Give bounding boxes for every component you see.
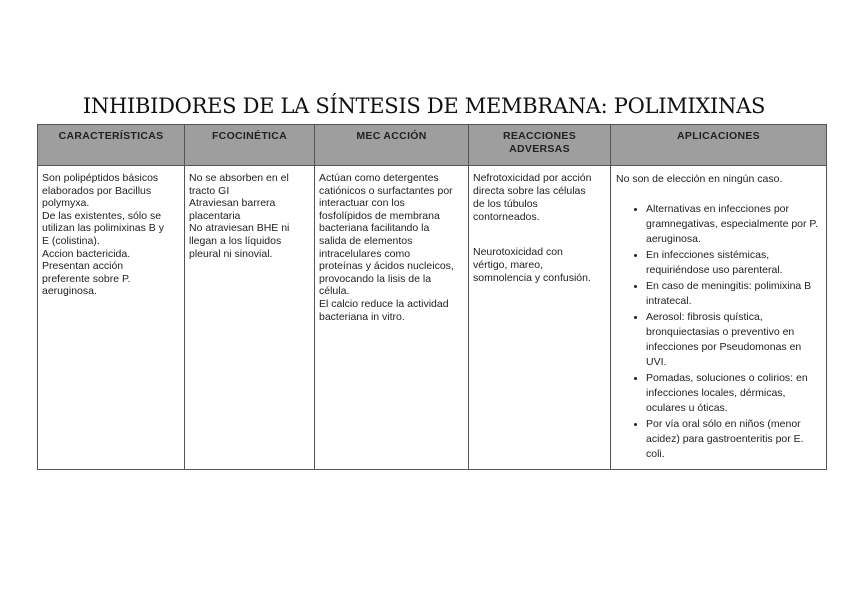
text-line: célula. — [319, 285, 350, 298]
text-line: Nefrotoxicidad por acción — [473, 172, 592, 184]
text-line: elaborados por Bacillus — [42, 184, 152, 197]
text-line: fosfolípidos de membrana — [319, 209, 440, 222]
cell-aplicaciones — [611, 166, 827, 470]
text-line: De las existentes, sólo se — [42, 209, 162, 222]
list-item: • En infecciones sistémicas, requiriéndose uso parenteral. — [646, 248, 822, 278]
cell-fcocinetica — [185, 166, 315, 470]
text-line: proteínas y ácidos nucleicos, — [319, 260, 454, 273]
text-line: contorneados. — [473, 211, 540, 223]
text-line: utilizan las polimixinas B y — [42, 222, 164, 235]
text-line: Actúan como detergentes — [319, 172, 439, 184]
list-item: • En caso de meningitis: polimixina B intratecal. — [646, 279, 822, 309]
header-caracteristicas: CARACTERÍSTICAS — [38, 125, 185, 166]
header-row — [38, 125, 827, 166]
text-line: salida de elementos — [319, 234, 413, 247]
text-line: Neurotoxicidad con — [473, 246, 563, 258]
text-line: bacteriana in vitro. — [319, 310, 405, 323]
text-line: placentaria — [189, 209, 241, 222]
text-line: somnolencia y confusión. — [473, 272, 591, 284]
text-line: No se absorben en el — [189, 172, 289, 184]
text-line: Presentan acción — [42, 260, 124, 273]
text-line: intracelulares como — [319, 247, 411, 260]
cell-caracteristicas — [38, 166, 185, 470]
text-line: aeruginosa. — [42, 285, 97, 298]
aplicaciones-intro: No son de elección en ningún caso. — [616, 173, 783, 185]
text-line: preferente sobre P. — [42, 272, 131, 285]
list-item: • Pomadas, soluciones o colirios: en infecciones locales, dérmicas, oculares u óticas. — [646, 371, 822, 416]
text-line: llegan a los líquidos — [189, 234, 282, 247]
text-line: pleural ni sinovial. — [189, 247, 273, 260]
cell-reacciones-adversas — [469, 166, 611, 470]
table-row — [38, 166, 827, 470]
text-line: catiónicos o surfactantes por — [319, 184, 453, 197]
text-line: polymyxa. — [42, 197, 90, 210]
text-line: de los túbulos — [473, 198, 538, 210]
text-line: interactuar con los — [319, 197, 405, 210]
text-line: E (colistina). — [42, 234, 100, 247]
spacer — [473, 224, 606, 246]
aplicaciones-list — [616, 202, 822, 462]
header-fcocinetica: FCOCINÉTICA — [185, 125, 315, 166]
text-line: No atraviesan BHE ni — [189, 222, 290, 235]
header-reacciones-adversas-text: REACCIONES ADVERSAS — [502, 130, 576, 155]
list-item: • Aerosol: fibrosis quística, bronquiectasias o preventivo en infecciones por Pseudomonas en UVI. — [646, 310, 822, 370]
cell-mec-accion — [315, 166, 469, 470]
text-line: Atraviesan barrera — [189, 197, 276, 210]
text-line: El calcio reduce la actividad — [319, 297, 449, 310]
list-item: • Por vía oral sólo en niños (menor acidez) para gastroenteritis por E. coli. — [646, 417, 822, 462]
page-title: INHIBIDORES DE LA SÍNTESIS DE MEMBRANA: POLIMIXINAS — [82, 94, 766, 118]
text-line: directa sobre las células — [473, 185, 586, 197]
header-mec-accion: MEC ACCIÓN — [315, 125, 469, 166]
header-reacciones-adversas — [469, 125, 611, 166]
text-line: bacteriana facilitando la — [319, 222, 430, 235]
text-line: vértigo, mareo, — [473, 259, 544, 271]
summary-table — [37, 124, 827, 470]
text-line: tracto GI — [189, 184, 230, 197]
text-line: Accion bactericida. — [42, 247, 131, 260]
text-line: Son polipéptidos básicos — [42, 172, 159, 184]
text-line: provocando la lisis de la — [319, 272, 432, 285]
header-aplicaciones: APLICACIONES — [611, 125, 827, 166]
list-item: • Alternativas en infecciones por gramnegativas, especialmente por P. aeruginosa. — [646, 202, 822, 247]
